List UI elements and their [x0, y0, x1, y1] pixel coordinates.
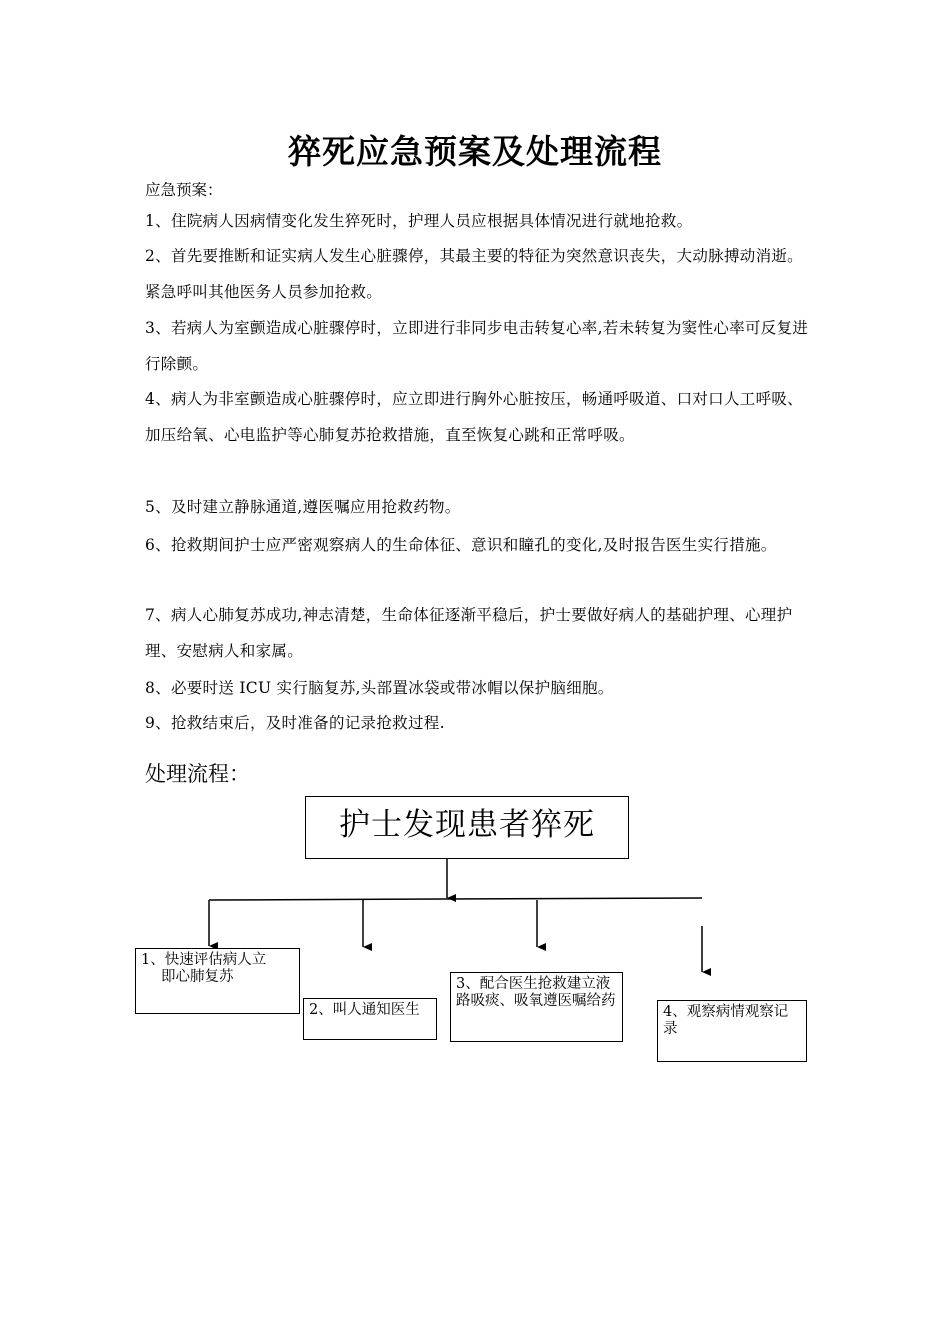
- flow-step-3-box: 3、配合医生抢救建立液路吸痰、吸氧遵医嘱给药: [450, 972, 623, 1042]
- branch-horizontal-line: [209, 898, 702, 900]
- flow-step-1-line-1: 1、快速评估病人立: [141, 952, 267, 968]
- plan-item-7: 7、病人心肺复苏成功,神志清楚，生命体征逐渐平稳后，护士要做好病人的基础护理、心理护理、安慰病人和家属。: [145, 606, 793, 660]
- plan-section-label: 应急预案：: [145, 181, 223, 199]
- flow-step-1-box: [135, 948, 300, 1014]
- plan-item-2: 2、首先要推断和证实病人发生心脏骤停，其最主要的特征为突然意识丧失，大动脉搏动消逝。紧急呼叫其他医务人员参加抢救。: [145, 247, 803, 301]
- plan-item-3: 3、若病人为室颤造成心脏骤停时，立即进行非同步电击转复心率,若未转复为窦性心率可反复进行除颤。: [145, 319, 809, 373]
- page-title: 猝死应急预案及处理流程: [288, 132, 662, 171]
- flow-section-label: 处理流程：: [145, 762, 250, 786]
- plan-item-8: 8、必要时送 ICU 实行脑复苏,头部置冰袋或带冰帽以保护脑细胞。: [145, 679, 614, 697]
- flow-step-1-line-2: 即心肺复苏: [161, 969, 234, 985]
- flow-step-4-box: 4、观察病情观察记录: [657, 1000, 807, 1062]
- plan-item-1: 1、住院病人因病情变化发生猝死时，护理人员应根据具体情况进行就地抢救。: [145, 212, 693, 230]
- flow-start-box: 护士发现患者猝死: [305, 796, 629, 859]
- plan-item-4: 4、病人为非室颤造成心脏骤停时，应立即进行胸外心脏按压，畅通呼吸道、口对口人工呼吸、加压给氧、心电监护等心肺复苏抢救措施，直至恢复心跳和正常呼吸。: [145, 390, 803, 444]
- flow-step-2-box: 2、叫人通知医生: [303, 998, 437, 1040]
- plan-item-5: 5、及时建立静脉通道,遵医嘱应用抢救药物。: [145, 498, 461, 516]
- plan-item-6: 6、抢救期间护士应严密观察病人的生命体征、意识和瞳孔的变化,及时报告医生实行措施。: [145, 536, 777, 554]
- plan-item-9: 9、抢救结束后，及时准备的记录抢救过程.: [145, 714, 445, 732]
